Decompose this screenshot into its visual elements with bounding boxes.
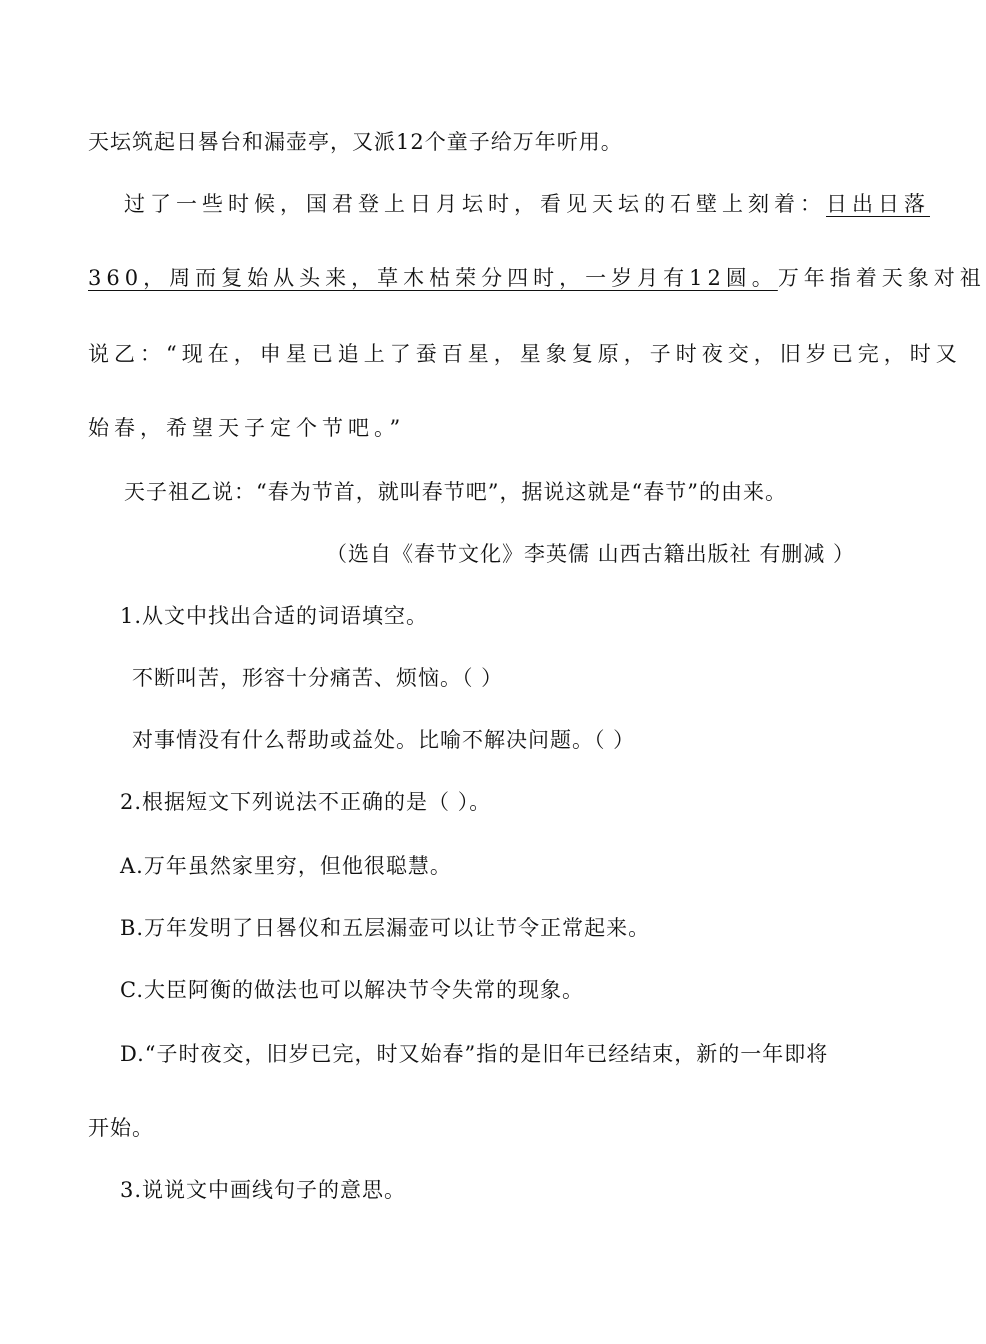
question-1-item-b: 对事情没有什么帮助或益处。比喻不解决问题。（ ） xyxy=(132,728,636,752)
passage-line-2-text: 过了一些时候，国君登上日月坛时，看见天坛的石壁上刻着： xyxy=(124,192,826,216)
question-2-option-c: C.大臣阿衡的做法也可以解决节令失常的现象。 xyxy=(120,978,584,1002)
question-1-item-a: 不断叫苦，形容十分痛苦、烦恼。（ ） xyxy=(132,666,504,690)
source-citation: （选自《春节文化》李英儒 山西古籍出版社 有删减 ） xyxy=(326,542,856,566)
passage-line-2 xyxy=(124,190,930,218)
question-3: 3.说说文中画线句子的意思。 xyxy=(120,1178,407,1202)
passage-line-3-text: 万年指着天象对祖 xyxy=(777,266,986,290)
passage-line-3 xyxy=(88,264,986,292)
passage-line-1: 天坛筑起日晷台和漏壶亭，又派12个童子给万年听用。 xyxy=(88,130,623,154)
question-2-option-b: B.万年发明了日晷仪和五层漏壶可以让节令正常起来。 xyxy=(120,916,651,940)
question-2-option-a: A.万年虽然家里穷，但他很聪慧。 xyxy=(120,854,452,878)
question-1: 1.从文中找出合适的词语填空。 xyxy=(120,604,429,628)
underlined-sentence-part-2: 360，周而复始从头来，草木枯荣分四时，一岁月有12圆。 xyxy=(88,266,778,290)
passage-line-6: 天子祖乙说：“春为节首，就叫春节吧”，据说这就是“春节”的由来。 xyxy=(124,480,787,504)
question-2-option-d-line-1: D.“子时夜交，旧岁已完，时又始春”指的是旧年已经结束，新的一年即将 xyxy=(120,1042,829,1066)
question-2-option-d-line-2: 开始。 xyxy=(88,1116,154,1140)
question-2: 2.根据短文下列说法不正确的是（ ）。 xyxy=(120,790,492,814)
underlined-sentence-part-1: 日出日落 xyxy=(826,192,930,216)
passage-line-5: 始春，希望天子定个节吧。” xyxy=(88,416,406,440)
passage-line-4: 说乙：“现在，申星已追上了蚕百星，星象复原，子时夜交，旧岁已完，时又 xyxy=(88,342,962,366)
